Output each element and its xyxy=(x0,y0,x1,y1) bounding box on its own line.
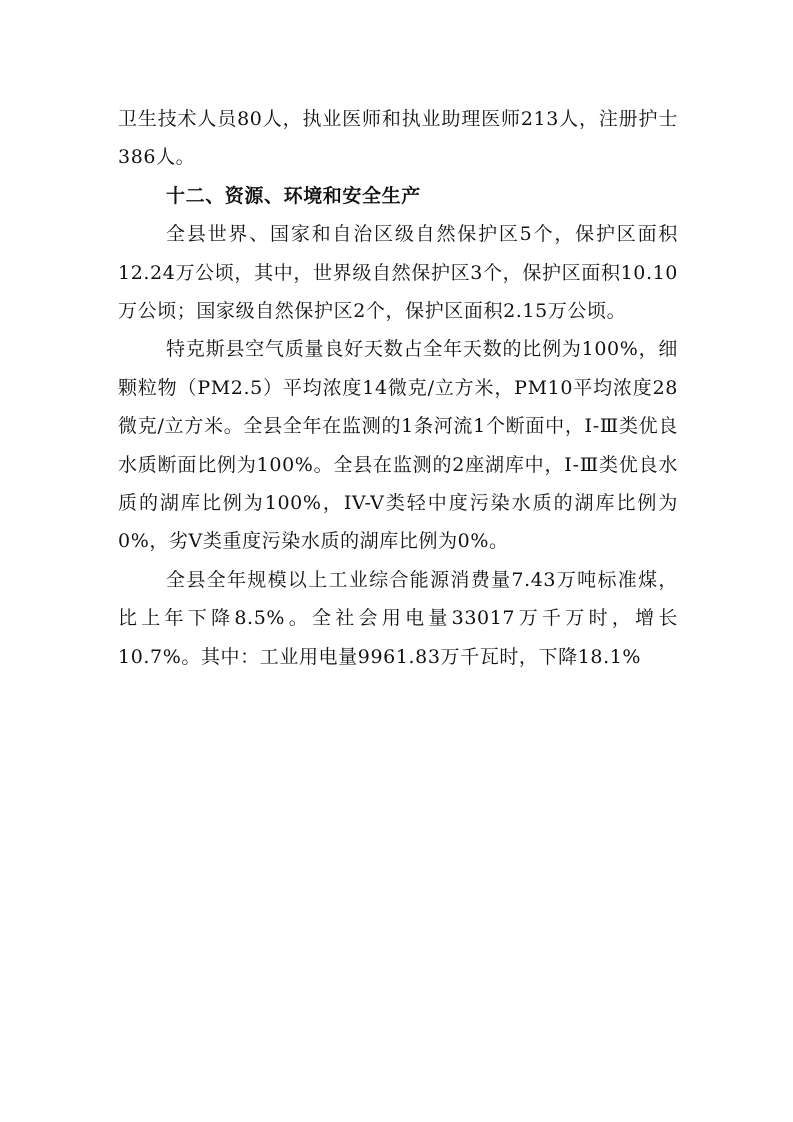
energy-consumption-paragraph: 全县全年规模以上工业综合能源消费量7.43万吨标准煤，比上年下降8.5%。全社会用电量33017万千万时，增长10.7%。其中：工业用电量9961.83万千瓦时，下降18.1% xyxy=(118,568,678,668)
section-heading: 十二、资源、环境和安全生产 xyxy=(166,184,421,207)
air-water-quality-paragraph: 特克斯县空气质量良好天数占全年天数的比例为100%，细颗粒物（PM2.5）平均浓度14微克/立方米，PM10平均浓度28微克/立方米。全县全年在监测的1条河流1个断面中，Ⅰ-Ⅲ类优良水质断面比例为100%。全县在监测的2座湖库中，Ⅰ-Ⅲ类优良水质的湖库比例为100%，IV-V类轻中度污染水质的湖库比例为0%，劣Ⅴ类重度污染水质的湖库比例为0%。 xyxy=(118,338,678,553)
document-body xyxy=(118,100,678,676)
continuation-paragraph: 卫生技术人员80人，执业医师和执业助理医师213人，注册护士386人。 xyxy=(118,108,678,169)
nature-reserve-paragraph: 全县世界、国家和自治区级自然保护区5个，保护区面积12.24万公顷，其中，世界级自然保护区3个，保护区面积10.10万公顷；国家级自然保护区2个，保护区面积2.15万公顷。 xyxy=(118,223,678,323)
